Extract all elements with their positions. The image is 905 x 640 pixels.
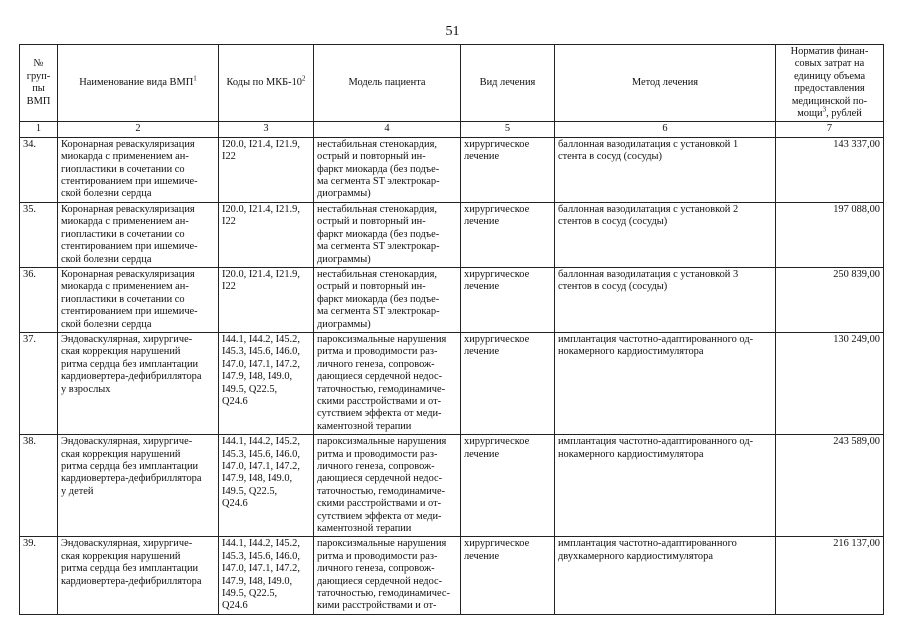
cell-treatment-method: баллонная вазодилатация с установкой 3 стентов в сосуд (сосуды) — [555, 267, 776, 332]
cell-treatment-method: баллонная вазодилатация с установкой 2 стентов в сосуд (сосуды) — [555, 202, 776, 267]
cell-treatment-type: хирургическое лечение — [461, 537, 555, 614]
cell-group-number: 34. — [20, 137, 58, 202]
cell-vmp-name: Эндоваскулярная, хирургиче- ская коррекция нарушений ритма сердца без имплантации кардиовертера-дефибриллятора — [58, 537, 219, 614]
cell-icd-codes: I20.0, I21.4, I21.9, I22 — [219, 137, 314, 202]
table-row — [20, 332, 884, 434]
header-icd-codes: Коды по МКБ-$10^2$ — [219, 45, 314, 122]
vmp-table — [19, 44, 884, 615]
column-number: 3 — [219, 122, 314, 137]
cell-cost: 250 839,00 — [776, 267, 884, 332]
cell-vmp-name: Эндоваскулярная, хирургиче- ская коррекция нарушений ритма сердца без имплантации кардиовертера-дефибриллятора у взрослых — [58, 332, 219, 434]
column-number-row — [20, 122, 884, 137]
cell-vmp-name: Коронарная реваскуляризация миокарда с применением ан- гиопластики в сочетании со стентированием при ишемиче- ской болезни сердца — [58, 267, 219, 332]
cell-group-number: 37. — [20, 332, 58, 434]
column-number: 5 — [461, 122, 555, 137]
table-row — [20, 267, 884, 332]
header-cost-standard: Норматив финан- совых затрат на единицу объема предоставления медицинской по- мощи$^3$, рублей — [776, 45, 884, 122]
cell-group-number: 35. — [20, 202, 58, 267]
cell-patient-model: нестабильная стенокардия, острый и повторный ин- фаркт миокарда (без подъе- ма сегмента ST электрокар- диограммы) — [314, 267, 461, 332]
cell-group-number: 38. — [20, 435, 58, 537]
cell-group-number: 36. — [20, 267, 58, 332]
cell-icd-codes: I44.1, I44.2, I45.2, I45.3, I45.6, I46.0, I47.0, I47.1, I47.2, I47.9, I48, I49.0, I49.5, Q22.5, Q24.6 — [219, 435, 314, 537]
cell-cost: 197 088,00 — [776, 202, 884, 267]
table-row — [20, 137, 884, 202]
header-treatment-type: Вид лечения — [461, 45, 555, 122]
cell-cost: 130 249,00 — [776, 332, 884, 434]
cell-treatment-method: имплантация частотно-адаптированного од- нокамерного кардиостимулятора — [555, 332, 776, 434]
cell-treatment-type: хирургическое лечение — [461, 202, 555, 267]
cell-icd-codes: I20.0, I21.4, I21.9, I22 — [219, 267, 314, 332]
header-patient-model: Модель пациента — [314, 45, 461, 122]
cell-treatment-method: баллонная вазодилатация с установкой 1 стента в сосуд (сосуды) — [555, 137, 776, 202]
cell-vmp-name: Коронарная реваскуляризация миокарда с применением ан- гиопластики в сочетании со стентированием при ишемиче- ской болезни сердца — [58, 202, 219, 267]
cell-patient-model: пароксизмальные нарушения ритма и проводимости раз- личного генеза, сопровож- дающиеся сердечной недос- таточностью, гемодинамиче- скими расстройствами и от- сутствием эффекта от меди- каментозной терапии — [314, 332, 461, 434]
cell-icd-codes: I44.1, I44.2, I45.2, I45.3, I45.6, I46.0, I47.0, I47.1, I47.2, I47.9, I48, I49.0, I49.5, Q22.5, Q24.6 — [219, 332, 314, 434]
header-treatment-method: Метод лечения — [555, 45, 776, 122]
cell-group-number: 39. — [20, 537, 58, 614]
cell-patient-model: нестабильная стенокардия, острый и повторный ин- фаркт миокарда (без подъе- ма сегмента ST электрокар- диограммы) — [314, 202, 461, 267]
cell-icd-codes: I20.0, I21.4, I21.9, I22 — [219, 202, 314, 267]
table-row — [20, 537, 884, 614]
table-row — [20, 202, 884, 267]
cell-icd-codes: I44.1, I44.2, I45.2, I45.3, I45.6, I46.0, I47.0, I47.1, I47.2, I47.9, I48, I49.0, I49.5, Q22.5, Q24.6 — [219, 537, 314, 614]
cell-treatment-type: хирургическое лечение — [461, 332, 555, 434]
column-number: 7 — [776, 122, 884, 137]
cell-patient-model: пароксизмальные нарушения ритма и проводимости раз- личного генеза, сопровож- дающиеся сердечной недос- таточностью, гемодинамиче- скими расстройствами и от- сутствием эффекта от меди- каментозной терапии — [314, 435, 461, 537]
cell-treatment-type: хирургическое лечение — [461, 267, 555, 332]
table-row — [20, 435, 884, 537]
column-number: 6 — [555, 122, 776, 137]
column-number: 2 — [58, 122, 219, 137]
cell-cost: 243 589,00 — [776, 435, 884, 537]
column-number: 1 — [20, 122, 58, 137]
cell-vmp-name: Эндоваскулярная, хирургиче- ская коррекция нарушений ритма сердца без имплантации кардиовертера-дефибриллятора у детей — [58, 435, 219, 537]
cell-treatment-type: хирургическое лечение — [461, 137, 555, 202]
cell-vmp-name: Коронарная реваскуляризация миокарда с применением ан- гиопластики в сочетании со стентированием при ишемиче- ской болезни сердца — [58, 137, 219, 202]
cell-treatment-type: хирургическое лечение — [461, 435, 555, 537]
column-number: 4 — [314, 122, 461, 137]
cell-patient-model: нестабильная стенокардия, острый и повторный ин- фаркт миокарда (без подъе- ма сегмента ST электрокар- диограммы) — [314, 137, 461, 202]
cell-cost: 216 137,00 — [776, 537, 884, 614]
cell-patient-model: пароксизмальные нарушения ритма и проводимости раз- личного генеза, сопровож- дающиеся сердечной недос- таточностью, гемодинамичес- кими расстройствами и от- — [314, 537, 461, 614]
header-vmp-name: Наименование вида ВМП$^1$ — [58, 45, 219, 122]
header-group-number: № груп- пы ВМП — [20, 45, 58, 122]
page-number: 51 — [445, 24, 460, 39]
cell-treatment-method: имплантация частотно-адаптированного од- нокамерного кардиостимулятора — [555, 435, 776, 537]
cell-treatment-method: имплантация частотно-адаптированного двухкамерного кардиостимулятора — [555, 537, 776, 614]
cell-cost: 143 337,00 — [776, 137, 884, 202]
header-row — [20, 45, 884, 122]
